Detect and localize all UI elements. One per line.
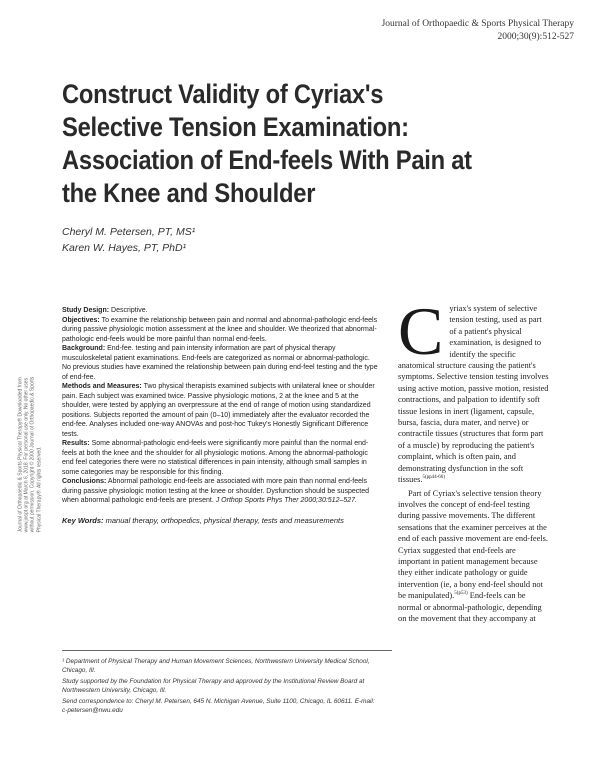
objectives-text: To examine the relationship between pain and normal and abnormal-pathologic end-feels during passive physiologic motion assessment at the knee and shoulder. We theorized that abnormal-pathologic end-feels would be more painful than normal end-feels. [62,316,378,343]
conclusions-label: Conclusions: [62,478,107,485]
abstract-background [62,344,380,382]
background-text: End-fee. testing and pain intensity information are part of physical therapy musculoskeletal patient examinations. End-feels are categorized as normal or abnormal-pathologic. No previous studies have examined the relationship between pain during end-feel testing and the type of end-fee. [62,345,378,381]
footnote-affiliation: ¹ Department of Physical Therapy and Human Movement Sciences, Northwestern University Medical School, Chicago, Ill. [62,658,370,674]
abstract [62,306,380,526]
footnotes [62,658,380,719]
keywords-text: manual therapy, orthopedics, physical therapy, tests and measurements [105,515,344,525]
methods-text: Two physical therapists examined subjects with unilateral knee or shoulder pain. Each subject was examined twice. Passive physiologic motions, 2 at the knee and 5 at the shoulder, were tested by applying an overpressure at the end of range of motion using standardized positions. Subjects reported the amount of pain (0–10) immediately after the evaluator recorded the end-fee. Analyses included one-way ANOVAs and post-hoc Tukey's Honestly Significant Difference tests. [62,383,375,438]
objectives-label: Objectives: [62,316,100,324]
body-paragraph-1 [398,293,550,486]
methods-label: Methods and Measures: [62,383,142,390]
journal-header [274,18,574,44]
copyright-sidebar: Journal of Orthopaedic & Sports Physical Therapy® Downloaded from www.jospt.org at March 6, 2018. For personal use only. No other uses without permission. Copyright © 2000 Journal of Orthopaedic & Sports Physical Therapy®. All rights reserved. [17,376,43,533]
body-paragraph-3-text: End-feels can be normal or abnormal-pathologic, depending on the movement that they accompany at [398,591,542,623]
design-label: Study Design: [62,307,110,314]
background-label: Background: [62,345,106,352]
body-paragraph-1-text: yriax's system of selective tension testing, used as part of a patient's physical examination, is designed to identify the specific anatomical structure causing the patient's symptoms. Selective tension testing involves using active motion, passive motion, resisted contractions, and palpation to identify soft tissue lesions in inert (ligament, capsule, bursa, fascia, dura mater, and nerve) or contractile tissues (structures that form part of a muscle) by reproducing the patient's complaint, which is often pain, and demonstrating dysfunction in the soft tissues. [398,304,549,485]
journal-name: Journal of Orthopaedic & Sports Physical Therapy [381,19,574,29]
design-text: Descriptive. [111,307,148,314]
author-list [62,224,195,256]
footnote-funding: Study supported by the Foundation for Physical Therapy and approved by the Institutional Review Board at Northwestern University, Chicago, Ill. [62,678,365,694]
conclusions-text: Abnormal pathologic end-feels are associated with more pain than normal end-feels during passive physiologic motion testing at the knee or shoulder. Dysfunction should be suspected when abnormal pathologic end-feels are present. [62,478,370,504]
author-1: Cheryl M. Petersen, PT, MS¹ [62,226,196,238]
results-text: Some abnormal-pathologic end-feels were significantly more painful than the normal end-feels at both the knee and the shoulder for all physiologic motions. Among the abnormal-pathologic end feel categories there were no statistical differences in pain intensity, although small samples in some categories may be responsible for this finding. [62,440,369,476]
abstract-methods [62,382,380,439]
drop-cap: C [398,293,444,369]
reference-1: 5(pp44-66) [422,475,445,481]
footnote-correspondence: Send correspondence to: Cheryl M. Petersen, 645 N. Michigan Avenue, Suite 1100, Chicago, IL 60611. E-mail: c-petersen@nwu.edu [62,698,375,714]
keywords-label: Key Words: [62,515,104,525]
body-paragraph-2-text: Part of Cyriax's selective tension theory involves the concept of end-feel testing during passive movements. The different sensations that the examiner perceives at the end of each passive movement are end-feels. Cyriax suggested that end-feels are important in patient management because they either indicate pathology or guide intervention (ie, a bony end-feel should not be manipulated). [398,488,548,601]
abstract-design [62,306,380,316]
conclusions-citation: J Orthop Sports Phys Ther 2000;30:512–527. [215,497,357,504]
reference-2: 5(p53) [454,591,468,597]
results-label: Results: [62,440,90,447]
abstract-objectives [62,316,380,345]
author-2: Karen W. Hayes, PT, PhD¹ [62,242,187,254]
abstract-keywords [62,516,380,526]
abstract-results [62,439,380,477]
article-title: Construct Validity of Cyriax's Selective Tension Examination: Association of End-feels With Pain at the Knee and Shoulder [62,79,472,208]
footnote-divider [62,650,392,651]
body-paragraph-2 [398,488,550,625]
journal-citation: 2000;30(9):512-527 [497,32,574,42]
body-text [398,293,550,624]
abstract-conclusions [62,477,380,506]
